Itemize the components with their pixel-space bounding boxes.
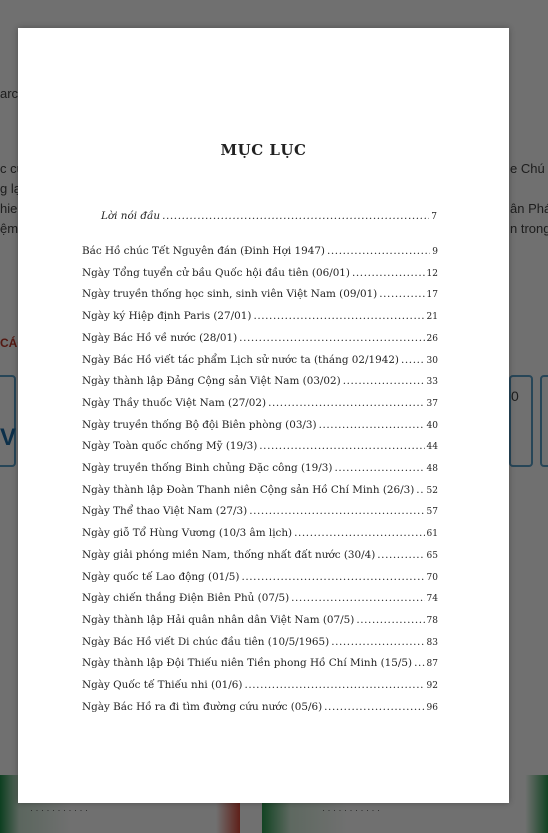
toc-entry-page: 26 — [426, 333, 438, 344]
toc-entry-page: 57 — [426, 507, 438, 518]
toc-entry-label: Ngày Tổng tuyển cử bầu Quốc hội đầu tiên (06/01) — [82, 266, 350, 279]
toc-entry — [82, 331, 438, 346]
toc-leader-dots — [379, 287, 424, 301]
toc-entry-page: 92 — [426, 681, 438, 691]
toc-leader-dots — [291, 591, 424, 605]
toc-entry-label: Ngày truyền thống Bộ đội Biên phòng (03/3) — [82, 418, 317, 431]
toc-entry-page: 17 — [426, 290, 438, 301]
toc-entry-label: Ngày thành lập Hải quân nhân dân Việt Nam (07/5) — [82, 613, 355, 626]
toc-entry-label: Ngày giải phóng miền Nam, thống nhất đất nước (30/4) — [82, 548, 376, 561]
toc-entry-page: 87 — [426, 659, 438, 670]
toc-entry-page: 7 — [431, 212, 437, 222]
toc-entry-label: Ngày giỗ Tổ Hùng Vương (10/3 âm lịch) — [82, 527, 293, 540]
toc-entry-label: Ngày thành lập Đội Thiếu niên Tiền phong Hồ Chí Minh (15/5) — [82, 657, 413, 670]
toc-leader-dots — [294, 526, 424, 540]
toc-entry-page: 21 — [426, 312, 438, 323]
toc-entry-label: Ngày Thầy thuốc Việt Nam (27/02) — [82, 396, 267, 409]
toc-entry-page: 37 — [426, 398, 438, 409]
toc-entry — [82, 504, 438, 519]
toc-entry-label: Ngày Bác Hồ về nước (28/01) — [82, 331, 238, 344]
toc-leader-dots — [327, 244, 430, 258]
toc-leader-dots — [414, 656, 424, 670]
toc-leader-dots — [162, 209, 429, 223]
toc-leader-dots — [356, 613, 424, 627]
toc-intro — [101, 209, 437, 224]
toc-leader-dots — [334, 461, 424, 475]
toc-entry-page: 12 — [426, 268, 438, 279]
toc-entry — [82, 418, 438, 433]
toc-entry-label: Ngày Bác Hồ viết Di chúc đầu tiên (10/5/1965) — [82, 635, 330, 648]
toc-leader-dots — [319, 418, 425, 432]
toc-entry-label: Ngày quốc tế Lao động (01/5) — [82, 570, 240, 583]
toc-entry-label: Ngày truyền thống Binh chủng Đặc công (19/3) — [82, 462, 333, 474]
toc-leader-dots — [401, 353, 425, 367]
toc-entry — [82, 374, 438, 389]
toc-entry — [82, 613, 438, 628]
toc-entry-page: 44 — [426, 442, 438, 453]
toc-entry — [82, 439, 438, 454]
toc-leader-dots — [268, 396, 424, 410]
toc-leader-dots — [253, 309, 424, 323]
toc-entry — [82, 287, 438, 302]
toc-leader-dots — [416, 483, 424, 497]
toc-entry-page: 52 — [426, 485, 438, 496]
toc-entry-label: Ngày thành lập Đoàn Thanh niên Cộng sản Hồ Chí Minh (26/3) — [82, 483, 415, 496]
toc-entry-label: Ngày Toàn quốc chống Mỹ (19/3) — [82, 440, 258, 453]
toc-entry-label: Lời nói đầu — [101, 210, 161, 222]
toc-entry-page: 61 — [426, 529, 438, 540]
toc-entry-page: 83 — [426, 637, 438, 648]
toc-entry — [82, 461, 438, 476]
toc-entry-label: Ngày chiến thắng Điện Biên Phủ (07/5) — [82, 592, 290, 605]
toc-entry — [82, 548, 438, 563]
toc-leader-dots — [377, 548, 424, 562]
toc-entry-label: Ngày Quốc tế Thiếu nhi (01/6) — [82, 679, 243, 691]
toc-entry-page: 30 — [426, 355, 438, 366]
toc-entry-page: 78 — [426, 615, 438, 626]
toc-entry-label: Bác Hồ chúc Tết Nguyên đán (Đinh Hợi 1947) — [82, 245, 325, 257]
toc-entry-label: Ngày truyền thống học sinh, sinh viên Việt Nam (09/01) — [82, 288, 378, 301]
toc-leader-dots — [241, 570, 424, 584]
toc-entry-label: Ngày ký Hiệp định Paris (27/01) — [82, 310, 252, 323]
toc-entry-page: 33 — [426, 377, 438, 388]
toc-entry — [82, 656, 438, 671]
toc-entry-label: Ngày thành lập Đảng Cộng sản Việt Nam (03/02) — [82, 375, 341, 388]
toc-entry — [82, 396, 438, 411]
toc-entry-page: 70 — [426, 572, 438, 583]
toc-entry — [82, 526, 438, 541]
toc-entry — [82, 591, 438, 606]
toc-entry — [82, 483, 438, 498]
toc-entry — [82, 266, 438, 281]
toc-leader-dots — [244, 678, 424, 692]
toc-entry-page: 65 — [426, 550, 438, 561]
toc-entry — [82, 635, 438, 650]
toc-leader-dots — [259, 439, 424, 453]
toc-entry — [82, 678, 438, 693]
toc-entry-label: Ngày Bác Hồ ra đi tìm đường cứu nước (05/6) — [82, 700, 323, 713]
toc-entry — [82, 570, 438, 585]
toc-entry — [82, 244, 438, 259]
toc-entry-page: 74 — [426, 594, 438, 605]
toc-leader-dots — [331, 635, 424, 649]
page-title: MỤC LỤC — [220, 141, 307, 159]
toc-leader-dots — [343, 374, 425, 388]
toc-entry-page: 96 — [426, 702, 438, 713]
toc-leader-dots — [249, 504, 424, 518]
toc-leader-dots — [324, 700, 424, 714]
toc-leader-dots — [239, 331, 424, 345]
toc-entry-page: 40 — [426, 420, 438, 431]
toc-entry — [82, 309, 438, 324]
toc-entry-label: Ngày Thể thao Việt Nam (27/3) — [82, 505, 248, 518]
toc-entry-page: 48 — [426, 464, 438, 474]
toc-leader-dots — [352, 266, 425, 280]
document-page — [18, 28, 509, 803]
toc-entry-label: Ngày Bác Hồ viết tác phẩm Lịch sử nước ta (tháng 02/1942) — [82, 353, 399, 366]
toc-entry — [82, 700, 438, 715]
toc-entry-page: 9 — [432, 247, 438, 257]
toc-entry — [82, 353, 438, 368]
